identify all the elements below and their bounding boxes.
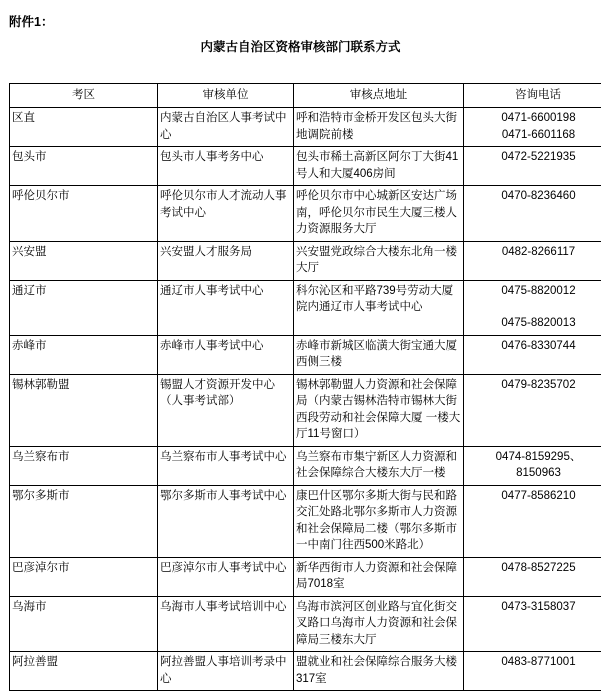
phone-number: 8150963: [466, 465, 601, 482]
cell-phone: [464, 108, 601, 147]
phone-number: 0483-8771001: [466, 654, 601, 671]
attachment-label: 附件1：: [9, 14, 53, 30]
cell-unit: [158, 108, 294, 147]
table-row: [10, 374, 601, 446]
cell-unit: [158, 446, 294, 485]
cell-address-text: 盟就业和社会保障综合服务大楼317室: [296, 654, 462, 687]
cell-region: [10, 108, 158, 147]
cell-region: [10, 335, 158, 374]
phone-number: 0479-8235702: [466, 377, 601, 394]
cell-unit: [158, 280, 294, 335]
cell-unit: [158, 557, 294, 596]
cell-unit: [158, 147, 294, 186]
table-row: [10, 108, 601, 147]
contact-table-container: [9, 83, 593, 691]
cell-unit-text: 乌海市人事考试培训中心: [160, 599, 292, 616]
cell-address-text: 锡林郭勒盟人力资源和社会保障局（内蒙古锡林浩特市锡林大街西段劳动和社会保障大厦 一楼大厅11号窗口）: [296, 377, 462, 443]
cell-phone: [464, 652, 601, 691]
cell-address-text: 呼伦贝尔市中心城新区安达广场南，呼伦贝尔市民生大厦三楼人力资源服务大厅: [296, 188, 462, 238]
cell-address-text: 兴安盟党政综合大楼东北角一楼大厅: [296, 244, 462, 277]
cell-region-text: 巴彦淖尔市: [12, 560, 156, 577]
phone-number: 0470-8236460: [466, 188, 601, 205]
cell-region-text: 乌兰察布市: [12, 449, 156, 466]
cell-address: [294, 374, 464, 446]
cell-phone: [464, 374, 601, 446]
cell-unit: [158, 186, 294, 242]
contact-table: [9, 83, 601, 691]
cell-phone: [464, 596, 601, 652]
phone-number: 0471-6600198: [466, 110, 601, 127]
cell-region: [10, 446, 158, 485]
cell-unit-text: 阿拉善盟人事培训考录中心: [160, 654, 292, 687]
table-header: [10, 84, 601, 108]
cell-region-text: 阿拉善盟: [12, 654, 156, 671]
cell-address-text: 呼和浩特市金桥开发区包头大街地调院前楼: [296, 110, 462, 143]
cell-unit: [158, 241, 294, 280]
cell-phone: [464, 280, 601, 335]
cell-address: [294, 652, 464, 691]
cell-unit: [158, 652, 294, 691]
column-header-address: 审核点地址: [294, 84, 464, 108]
cell-unit-text: 通辽市人事考试中心: [160, 283, 292, 300]
cell-unit-text: 锡盟人才资源开发中心（人事考试部）: [160, 377, 292, 410]
table-row: [10, 652, 601, 691]
cell-unit: [158, 335, 294, 374]
cell-address-text: 包头市稀土高新区阿尔丁大街41号人和大厦406房间: [296, 149, 462, 182]
table-row: [10, 485, 601, 557]
cell-address: [294, 147, 464, 186]
phone-number: 0475-8820012: [466, 283, 601, 300]
cell-address: [294, 446, 464, 485]
cell-address: [294, 596, 464, 652]
cell-address-text: 乌海市滨河区创业路与宜化街交叉路口乌海市人力资源和社会保障局三楼东大厅: [296, 599, 462, 649]
cell-address: [294, 241, 464, 280]
cell-phone: [464, 241, 601, 280]
cell-unit: [158, 374, 294, 446]
cell-region: [10, 241, 158, 280]
cell-address: [294, 335, 464, 374]
cell-region-text: 乌海市: [12, 599, 156, 616]
cell-region-text: 锡林郭勒盟: [12, 377, 156, 394]
cell-region-text: 鄂尔多斯市: [12, 488, 156, 505]
cell-phone: [464, 186, 601, 242]
table-body: [10, 108, 601, 691]
cell-address: [294, 280, 464, 335]
phone-number: 0476-8330744: [466, 338, 601, 355]
cell-unit-text: 内蒙古自治区人事考试中心: [160, 110, 292, 143]
cell-region-text: 赤峰市: [12, 338, 156, 355]
cell-phone: [464, 446, 601, 485]
cell-unit-text: 包头市人事考务中心: [160, 149, 292, 166]
table-row: [10, 186, 601, 242]
cell-region: [10, 652, 158, 691]
column-header-unit: 审核单位: [158, 84, 294, 108]
cell-address-text: 赤峰市新城区临潢大街宝通大厦西侧三楼: [296, 338, 462, 371]
table-row: [10, 147, 601, 186]
cell-region-text: 兴安盟: [12, 244, 156, 261]
table-row: [10, 446, 601, 485]
cell-unit-text: 赤峰市人事考试中心: [160, 338, 292, 355]
phone-number: 0478-8527225: [466, 560, 601, 577]
table-row: [10, 280, 601, 335]
table-row: [10, 596, 601, 652]
phone-number: 0474-8159295、: [466, 449, 601, 466]
table-row: [10, 557, 601, 596]
cell-region: [10, 186, 158, 242]
cell-region-text: 区直: [12, 110, 156, 127]
phone-number: 0475-8820013: [466, 315, 601, 332]
phone-number: 0477-8586210: [466, 488, 601, 505]
cell-region: [10, 596, 158, 652]
cell-region: [10, 280, 158, 335]
phone-number: 0471-6601168: [466, 127, 601, 144]
cell-region-text: 呼伦贝尔市: [12, 188, 156, 205]
cell-region-text: 通辽市: [12, 283, 156, 300]
table-row: [10, 335, 601, 374]
column-header-phone: 咨询电话: [464, 84, 601, 108]
cell-phone: [464, 335, 601, 374]
cell-address: [294, 557, 464, 596]
cell-unit-text: 鄂尔多斯市人事考试中心: [160, 488, 292, 505]
cell-unit: [158, 485, 294, 557]
column-header-region: 考区: [10, 84, 158, 108]
cell-unit-text: 兴安盟人才服务局: [160, 244, 292, 261]
cell-unit-text: 乌兰察布市人事考试中心: [160, 449, 292, 466]
cell-unit-text: 呼伦贝尔市人才流动人事考试中心: [160, 188, 292, 221]
phone-number: 0482-8266117: [466, 244, 601, 261]
table-header-row: [10, 84, 601, 108]
cell-address-text: 康巴什区鄂尔多斯大街与民和路交汇处路北鄂尔多斯市人力资源和社会保障局二楼（鄂尔多斯市一中南门往西500米路北）: [296, 488, 462, 554]
cell-region: [10, 374, 158, 446]
cell-address: [294, 186, 464, 242]
cell-region: [10, 557, 158, 596]
cell-address: [294, 485, 464, 557]
page-title: 内蒙古自治区资格审核部门联系方式: [0, 38, 601, 56]
phone-spacer: [466, 299, 601, 315]
table-row: [10, 241, 601, 280]
cell-address-text: 新华西街市人力资源和社会保障局7018室: [296, 560, 462, 593]
cell-phone: [464, 485, 601, 557]
cell-region: [10, 147, 158, 186]
cell-phone: [464, 147, 601, 186]
cell-unit-text: 巴彦淖尔市人事考试中心: [160, 560, 292, 577]
cell-address-text: 科尔沁区和平路739号劳动大厦院内通辽市人事考试中心: [296, 283, 462, 316]
cell-address-text: 乌兰察布市集宁新区人力资源和社会保障综合大楼东大厅一楼: [296, 449, 462, 482]
cell-unit: [158, 596, 294, 652]
cell-phone: [464, 557, 601, 596]
cell-address: [294, 108, 464, 147]
cell-region: [10, 485, 158, 557]
phone-number: 0472-5221935: [466, 149, 601, 166]
cell-region-text: 包头市: [12, 149, 156, 166]
phone-number: 0473-3158037: [466, 599, 601, 616]
